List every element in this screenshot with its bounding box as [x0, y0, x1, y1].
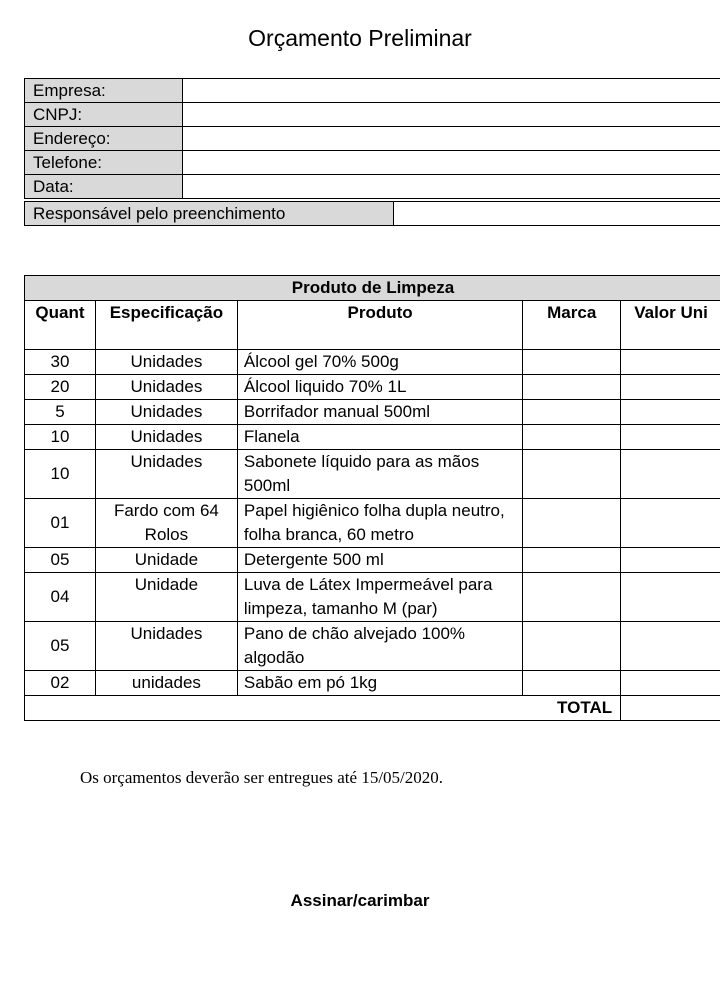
row-marca-field[interactable]	[523, 573, 621, 622]
responsavel-field[interactable]	[394, 202, 720, 226]
row-valor-field[interactable]	[621, 671, 720, 696]
row-quant: 10	[25, 425, 96, 450]
telefone-label: Telefone:	[25, 151, 183, 175]
row-valor-field[interactable]	[621, 499, 720, 548]
row-quant: 04	[25, 573, 96, 622]
row-produto: Álcool gel 70% 500g	[237, 350, 522, 375]
row-marca-field[interactable]	[523, 350, 621, 375]
info-row-endereco	[25, 127, 720, 151]
row-quant: 01	[25, 499, 96, 548]
row-quant: 5	[25, 400, 96, 425]
table-row	[25, 548, 720, 573]
table-header-row	[25, 301, 720, 350]
table-row	[25, 573, 720, 622]
info-row-responsavel	[25, 202, 720, 226]
row-produto: Sabão em pó 1kg	[237, 671, 522, 696]
row-spec: Unidades	[95, 622, 237, 671]
row-produto: Luva de Látex Impermeável para limpeza, tamanho M (par)	[237, 573, 522, 622]
deadline-note: Os orçamentos deverão ser entregues até 15/05/2020.	[80, 768, 444, 787]
row-quant: 02	[25, 671, 96, 696]
signature-label: Assinar/carimbar	[290, 891, 430, 910]
row-produto: Álcool liquido 70% 1L	[237, 375, 522, 400]
total-value-field[interactable]	[621, 696, 720, 721]
row-spec: Unidade	[95, 573, 237, 622]
row-produto: Detergente 500 ml	[237, 548, 522, 573]
row-produto: Borrifador manual 500ml	[237, 400, 522, 425]
row-quant: 05	[25, 548, 96, 573]
company-info-table	[24, 78, 720, 199]
row-marca-field[interactable]	[523, 622, 621, 671]
telefone-field[interactable]	[183, 151, 720, 175]
table-row	[25, 375, 720, 400]
header-marca: Marca	[523, 301, 621, 350]
empresa-field[interactable]	[183, 79, 720, 103]
info-row-empresa	[25, 79, 720, 103]
row-spec: Unidades	[95, 400, 237, 425]
row-spec: Unidades	[95, 375, 237, 400]
row-produto: Papel higiênico folha dupla neutro, folha branca, 60 metro	[237, 499, 522, 548]
total-row	[25, 696, 720, 721]
table-row	[25, 400, 720, 425]
row-marca-field[interactable]	[523, 671, 621, 696]
row-valor-field[interactable]	[621, 350, 720, 375]
row-marca-field[interactable]	[523, 548, 621, 573]
cnpj-field[interactable]	[183, 103, 720, 127]
section-header: Produto de Limpeza	[25, 276, 720, 301]
endereco-label: Endereço:	[25, 127, 183, 151]
row-spec: Unidades	[95, 425, 237, 450]
row-valor-field[interactable]	[621, 450, 720, 499]
info-row-cnpj	[25, 103, 720, 127]
row-produto: Sabonete líquido para as mãos 500ml	[237, 450, 522, 499]
table-row	[25, 499, 720, 548]
row-quant: 05	[25, 622, 96, 671]
row-marca-field[interactable]	[523, 375, 621, 400]
data-field[interactable]	[183, 175, 720, 199]
total-label: TOTAL	[25, 696, 621, 721]
row-quant: 10	[25, 450, 96, 499]
row-spec: Unidade	[95, 548, 237, 573]
row-quant: 20	[25, 375, 96, 400]
table-row	[25, 450, 720, 499]
responsible-table	[24, 201, 720, 226]
row-spec: unidades	[95, 671, 237, 696]
row-spec: Fardo com 64 Rolos	[95, 499, 237, 548]
header-quant: Quant	[25, 301, 96, 350]
products-table	[24, 275, 720, 721]
row-produto: Pano de chão alvejado 100% algodão	[237, 622, 522, 671]
row-marca-field[interactable]	[523, 425, 621, 450]
data-label: Data:	[25, 175, 183, 199]
row-marca-field[interactable]	[523, 450, 621, 499]
row-valor-field[interactable]	[621, 622, 720, 671]
table-row	[25, 671, 720, 696]
responsavel-label: Responsável pelo preenchimento	[25, 202, 394, 226]
row-spec: Unidades	[95, 450, 237, 499]
row-valor-field[interactable]	[621, 573, 720, 622]
header-especificacao: Especificação	[95, 301, 237, 350]
header-produto: Produto	[237, 301, 522, 350]
page-title: Orçamento Preliminar	[248, 25, 472, 51]
table-row	[25, 622, 720, 671]
row-valor-field[interactable]	[621, 548, 720, 573]
table-row	[25, 425, 720, 450]
header-valor: Valor Uni	[621, 301, 720, 350]
row-produto: Flanela	[237, 425, 522, 450]
info-row-telefone	[25, 151, 720, 175]
endereco-field[interactable]	[183, 127, 720, 151]
row-marca-field[interactable]	[523, 499, 621, 548]
cnpj-label: CNPJ:	[25, 103, 183, 127]
row-spec: Unidades	[95, 350, 237, 375]
row-marca-field[interactable]	[523, 400, 621, 425]
row-valor-field[interactable]	[621, 425, 720, 450]
table-row	[25, 350, 720, 375]
row-valor-field[interactable]	[621, 375, 720, 400]
info-row-data	[25, 175, 720, 199]
row-valor-field[interactable]	[621, 400, 720, 425]
empresa-label: Empresa:	[25, 79, 183, 103]
row-quant: 30	[25, 350, 96, 375]
